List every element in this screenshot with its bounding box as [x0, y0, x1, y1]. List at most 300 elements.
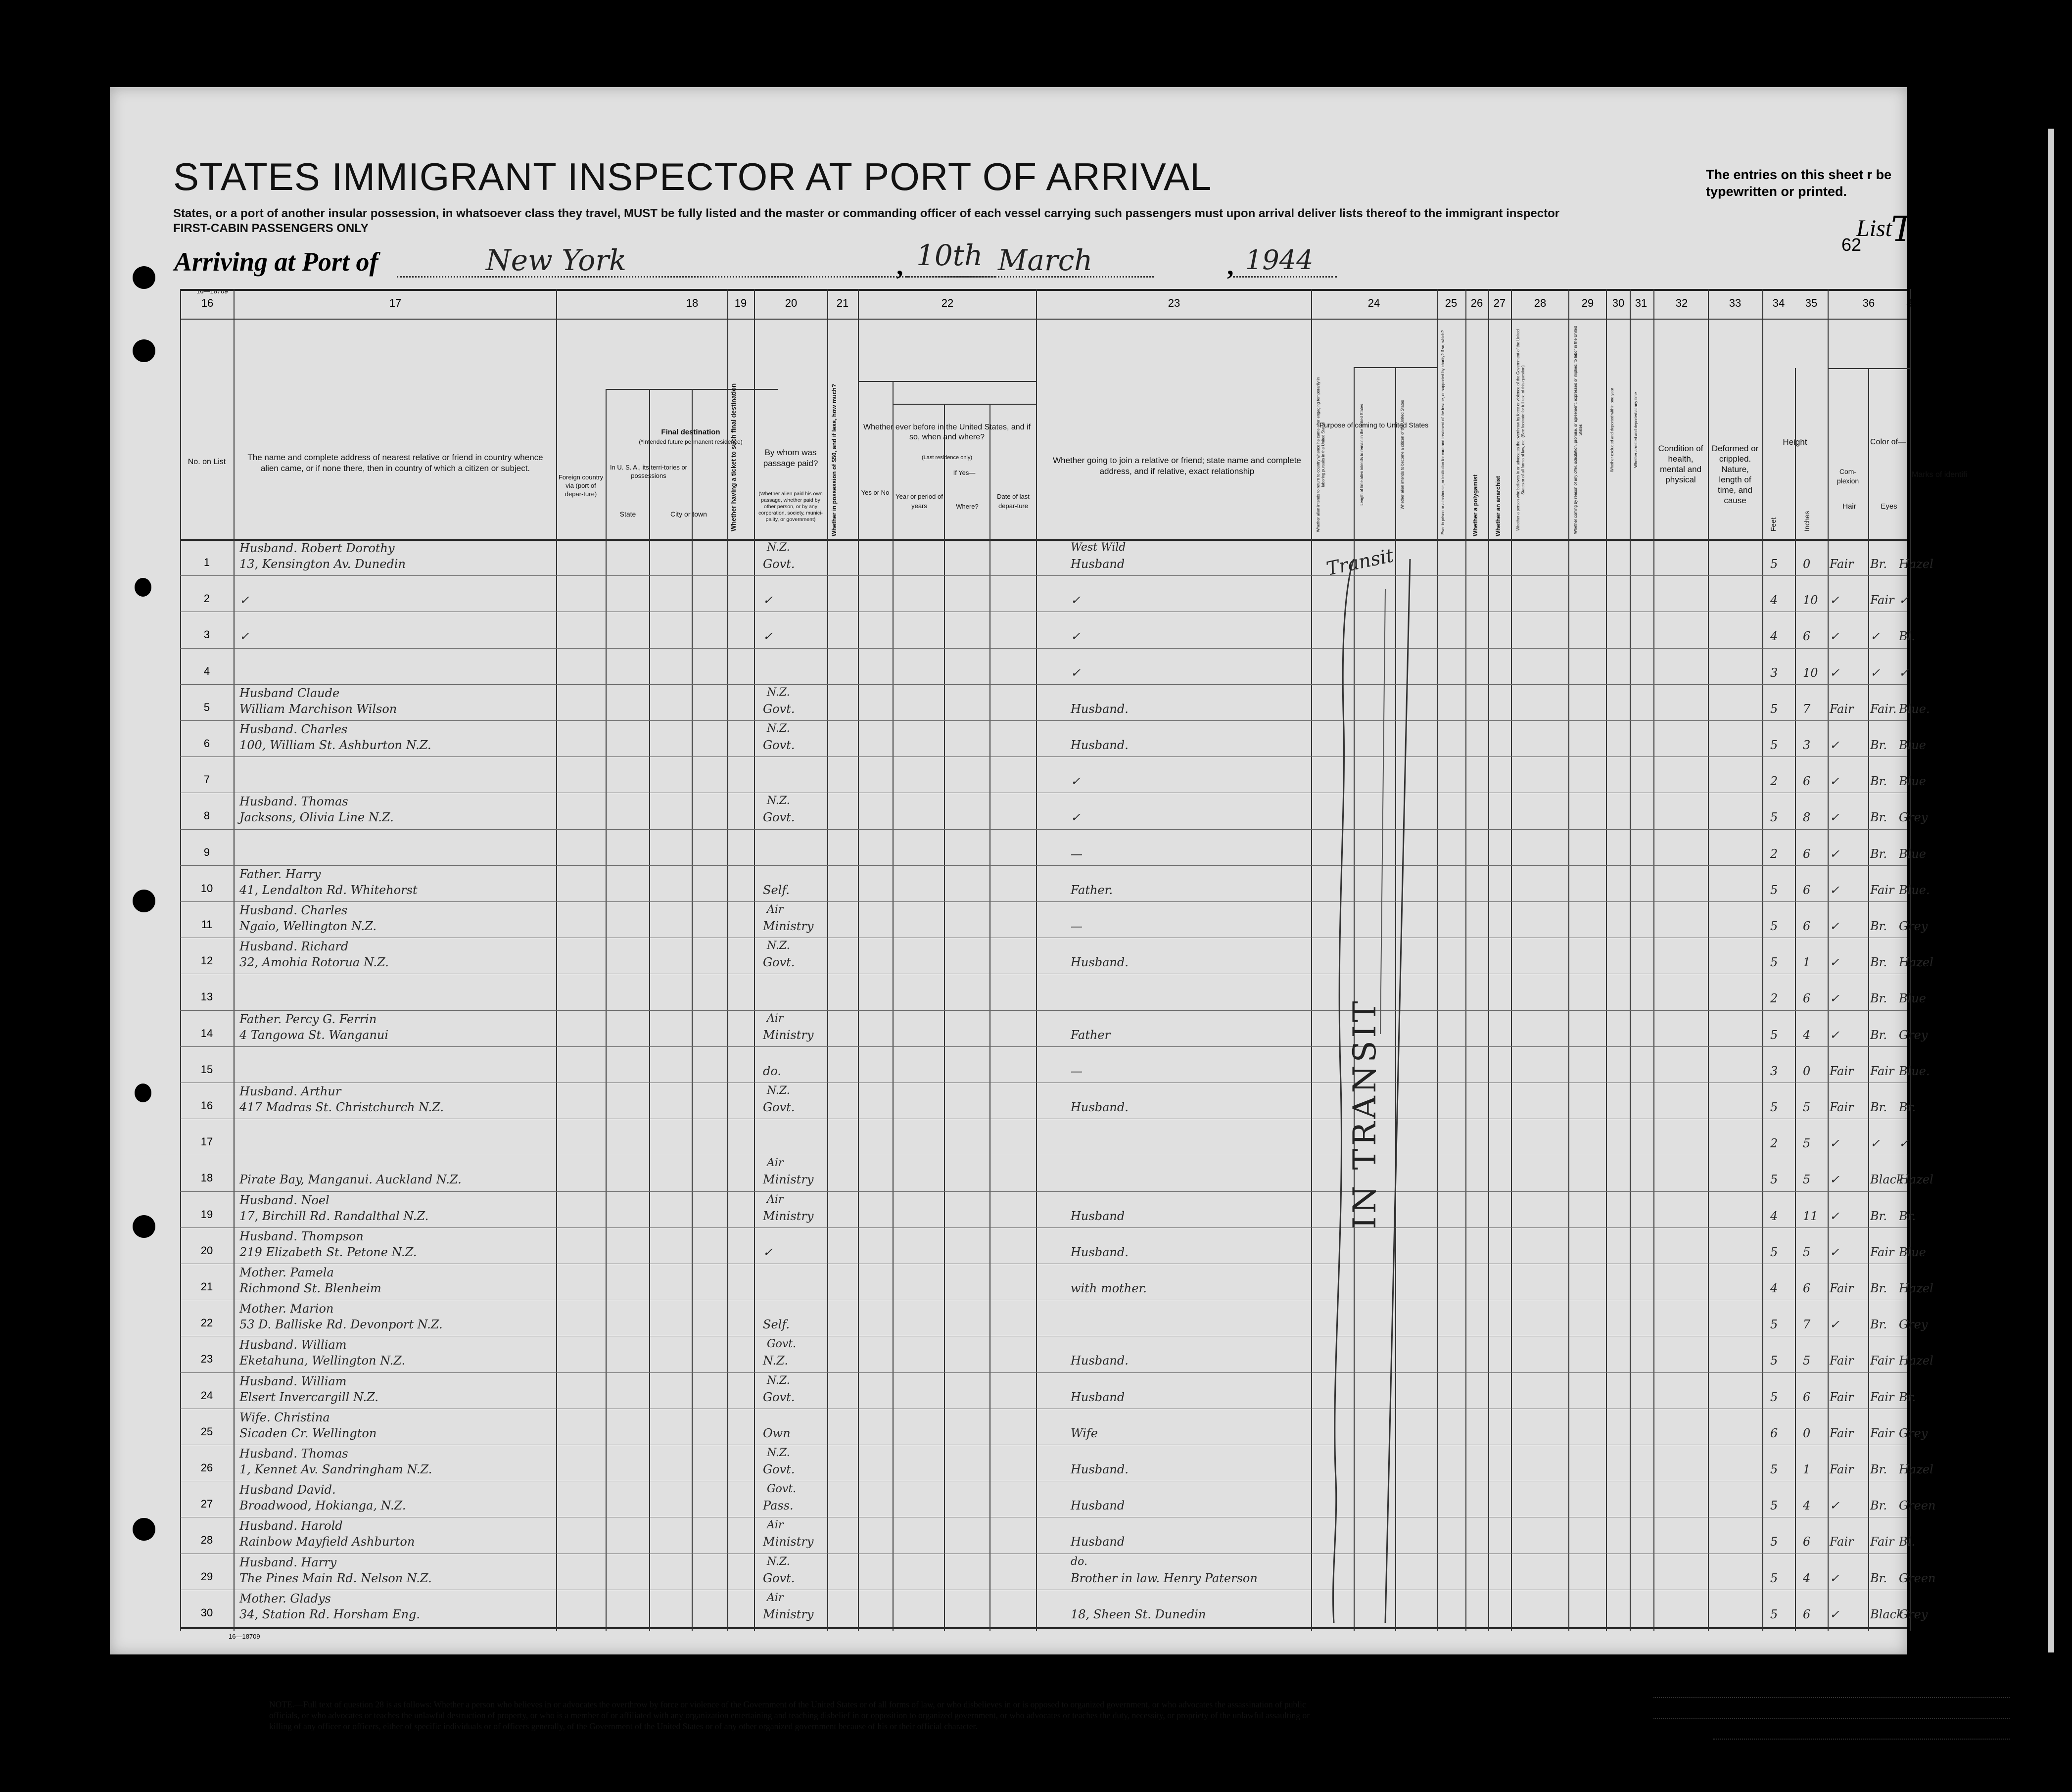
passage-paid-note: Govt. [767, 1338, 797, 1351]
relative-name: Father. Harry [239, 867, 321, 881]
state-header: State [619, 510, 636, 518]
complexion-value: Fair [1830, 557, 1854, 571]
deformed-header: Deformed or crippled. Nature, length of time, and cause [1711, 444, 1759, 505]
column-number: 34 [1772, 297, 1785, 309]
eye-color: Blue. [1899, 1064, 1930, 1078]
col-rule [1868, 368, 1869, 1631]
joining-relative: Husband [1071, 1535, 1125, 1549]
passage-paid-by: Self. [763, 883, 790, 897]
row-number: 6 [203, 737, 210, 750]
no-on-list-header: No. on List [188, 458, 226, 466]
footer-note: NOTE.—Full text of question 28 is as follows: Whether a person who believes in or advocates the overthrow by force or violence of the Government of the United States or of all forms of law, or who disbelieves in or is opposed to organized government, or who advocates the assassination of public officials, or who advocates or teaches the unlawful destruction of property, or who is a member of or affiliated with any organization entertaining and teaching disbelief in or opposition to organized government, or who advocates or teaches the duty, necessity, or propriety of the unlawful assaulting or killing of any officer or officers, either of specific individuals or of officers generally, of the Government of the United States or of any other organized government because of his or their official character. [269, 1699, 1310, 1731]
height-feet: 5 [1770, 1028, 1778, 1042]
comma: , [1227, 251, 1234, 281]
eye-color: Hazel [1899, 1462, 1933, 1476]
hair-color: Br. [1870, 1462, 1887, 1476]
row-number: 5 [203, 701, 210, 713]
passage-paid-note: N.Z. [767, 795, 790, 807]
relative-name: Husband David. [239, 1483, 336, 1497]
height-feet: 5 [1770, 1100, 1778, 1114]
height-feet: 2 [1770, 1136, 1778, 1151]
relative-address: 4 Tangowa St. Wanganui [239, 1028, 389, 1042]
arrival-year: 1944 [1245, 244, 1314, 276]
row-rule [180, 865, 1907, 866]
relative-address: 417 Madras St. Christchurch N.Z. [239, 1100, 444, 1114]
hair-color: Br. [1870, 557, 1887, 571]
complexion-value: ✓ [1830, 1499, 1840, 1513]
relative-address: 1, Kennet Av. Sandringham N.Z. [239, 1462, 432, 1476]
height-inches: 7 [1803, 1318, 1811, 1332]
joining-relative: — [1071, 919, 1083, 933]
height-feet: 5 [1770, 1571, 1778, 1585]
eye-color: ✓ [1899, 593, 1909, 608]
joining-relative: Husband. [1071, 955, 1129, 970]
height-inches: 8 [1803, 810, 1811, 825]
eye-color: Grey [1899, 1426, 1928, 1440]
marks-header: Marks of identifi [1912, 471, 1968, 479]
height-inches: 0 [1803, 557, 1811, 571]
passage-paid-note: Air [767, 1591, 784, 1604]
eye-color: Green [1899, 1499, 1936, 1513]
prior-visit-sub-rule [858, 381, 1036, 382]
col-rule [827, 289, 828, 1631]
complexion-value: ✓ [1830, 919, 1840, 933]
row-number: 15 [200, 1063, 213, 1076]
complexion-value: Fair [1830, 1462, 1854, 1476]
year-line [1233, 276, 1337, 278]
passage-paid-by: Govt. [763, 1390, 795, 1404]
height-inches: 4 [1803, 1571, 1811, 1585]
hair-color: Fair [1870, 1245, 1894, 1259]
complexion-value: Fair [1830, 1390, 1854, 1404]
hair-header: Hair [1842, 502, 1856, 511]
row-number: 25 [200, 1425, 213, 1438]
column-number: 25 [1445, 297, 1458, 309]
eye-color: Blue. [1899, 702, 1930, 716]
row-number: 7 [203, 773, 210, 786]
foreign-country-header: Foreign country via (port of depar-ture) [558, 473, 604, 498]
comma: , [896, 251, 903, 281]
relative-name: Husband. Charles [239, 722, 348, 736]
purpose-b-header: Length of time alien intends to remain in the United States [1360, 404, 1364, 506]
height-feet: 5 [1770, 1245, 1778, 1259]
row-number: 17 [200, 1135, 213, 1148]
col-rule [1762, 289, 1763, 1631]
hair-color: Br. [1870, 955, 1887, 970]
eye-color: Hazel [1899, 1173, 1933, 1187]
complexion-value: ✓ [1830, 1245, 1840, 1259]
hair-color: Fair [1870, 1064, 1894, 1078]
where-header: Where? [956, 503, 979, 510]
passage-paid-by: Govt. [763, 1571, 795, 1585]
hair-color: Br. [1870, 1281, 1887, 1295]
joining-relative: ✓ [1071, 629, 1081, 644]
passage-paid-by: Govt. [763, 702, 795, 716]
eye-color: Blue [1899, 774, 1926, 789]
joining-relative: Husband [1071, 1390, 1125, 1404]
hair-color: Br. [1870, 919, 1887, 933]
complexion-value: Fair [1830, 1535, 1854, 1549]
hair-color: Br. [1870, 810, 1887, 825]
eye-color: Grey [1899, 1318, 1928, 1332]
eye-color: Grey [1899, 810, 1928, 825]
hair-color: Br. [1870, 1499, 1887, 1513]
row-number: 2 [203, 592, 210, 605]
class-note: FIRST-CABIN PASSENGERS ONLY [173, 222, 369, 235]
ticket-header: Whether having a ticket to such final destination [730, 383, 737, 531]
row-number: 30 [200, 1606, 213, 1619]
relative-address: 41, Lendalton Rd. Whitehorst [239, 883, 418, 897]
hair-color: Black [1870, 1173, 1904, 1187]
col-rule [989, 404, 990, 1631]
row-rule [180, 684, 1907, 685]
relative-name: Husband. William [239, 1374, 347, 1388]
line-rule [1653, 1697, 2010, 1698]
relative-address: Pirate Bay, Manganui. Auckland N.Z. [239, 1173, 462, 1187]
row-number: 9 [203, 846, 210, 858]
relative-address: Rainbow Mayfield Ashburton [239, 1535, 415, 1549]
passage-paid-by: ✓ [763, 1245, 773, 1259]
row-rule [180, 1010, 1907, 1011]
if-yes-header: If Yes— [953, 469, 976, 476]
yes-no-header: Yes or No [861, 489, 890, 496]
hair-color: Fair. [1870, 702, 1897, 716]
hair-color: Br. [1870, 738, 1887, 752]
passage-paid-by: Ministry [763, 919, 814, 933]
complexion-value: ✓ [1830, 593, 1840, 608]
height-feet: 5 [1770, 557, 1778, 571]
height-feet: 3 [1770, 1064, 1778, 1078]
eye-color: Blue [1899, 738, 1926, 752]
relative-name: Mother. Marion [239, 1302, 334, 1316]
complexion-value: ✓ [1830, 991, 1840, 1006]
column-number: 29 [1581, 297, 1594, 309]
relative-name: Husband. Thompson [239, 1229, 364, 1243]
eye-color: Blue [1899, 1245, 1926, 1259]
relative-address: William Marchison Wilson [239, 702, 397, 716]
complexion-value: ✓ [1830, 1028, 1840, 1042]
form-number: 16—18709 [196, 287, 228, 295]
height-feet: 6 [1770, 1426, 1778, 1440]
eye-color: Blue [1899, 847, 1926, 861]
list-value: Two [1891, 209, 1964, 249]
complexion-value: ✓ [1830, 738, 1840, 752]
header-bottom-rule [180, 539, 1907, 541]
column-number: 19 [734, 297, 747, 309]
column-number: 26 [1470, 297, 1483, 309]
eye-color: Br. [1899, 1209, 1916, 1223]
height-inches: 6 [1803, 847, 1811, 861]
col-rule [1488, 289, 1489, 1631]
joining-relative: with mother. [1071, 1281, 1147, 1295]
arriving-label: Arriving at Port of [174, 247, 378, 277]
relative-address: Jacksons, Olivia Line N.Z. [239, 810, 394, 825]
height-feet: 5 [1770, 1462, 1778, 1476]
passage-paid-note: N.Z. [767, 1447, 790, 1459]
hair-color: ✓ [1870, 629, 1881, 644]
complexion-value: ✓ [1830, 955, 1840, 970]
nearest-relative-header: The name and complete address of nearest relative or friend in country whence alien came, or if none there, then in country of which a citizen or subject. [247, 453, 543, 473]
height-inches: 7 [1803, 702, 1811, 716]
relative-name: Mother. Pamela [239, 1266, 334, 1279]
column-number: 20 [785, 297, 798, 309]
eye-color: Grey [1899, 1028, 1928, 1042]
col-rule [1606, 289, 1607, 1631]
hair-color: Br. [1870, 1571, 1887, 1585]
passage-paid-by: Govt. [763, 557, 795, 571]
joining-relative: 18, Sheen St. Dunedin [1071, 1607, 1206, 1621]
col-rule [1828, 289, 1829, 1631]
hair-color: Br. [1870, 1318, 1887, 1332]
city-header: City or town [670, 510, 707, 518]
fifty-dollars-header: Whether in possession of $50, and if less, how much? [831, 383, 838, 536]
relative-address: ✓ [239, 629, 250, 644]
passage-paid-note: Air [767, 903, 784, 916]
passage-paid-note: Air [767, 1157, 784, 1170]
height-inches: 1 [1803, 955, 1811, 970]
relative-address: Elsert Invercargill N.Z. [239, 1390, 378, 1404]
height-feet: 5 [1770, 738, 1778, 752]
relative-name: Husband. Richard [239, 940, 349, 954]
hair-color: Br. [1870, 991, 1887, 1006]
binder-hole [133, 266, 155, 289]
inches-header: Inches [1803, 511, 1811, 531]
passage-paid-note: N.Z. [767, 1085, 790, 1097]
row-rule [180, 901, 1907, 902]
height-feet: 5 [1770, 1390, 1778, 1404]
passage-paid-note: N.Z. [767, 686, 790, 699]
eye-color: Br. [1899, 1100, 1916, 1114]
height-feet: 5 [1770, 810, 1778, 825]
joining-relative: Father [1071, 1028, 1111, 1042]
col-rule [1795, 368, 1796, 1631]
row-rule [180, 1191, 1907, 1192]
relative-name: Husband. Thomas [239, 1447, 348, 1461]
column-number: 23 [1168, 297, 1180, 309]
height-inches: 5 [1803, 1173, 1811, 1187]
complexion-value: Fair [1830, 702, 1854, 716]
complexion-value: ✓ [1830, 629, 1840, 644]
column-number: 21 [836, 297, 849, 309]
passage-paid-by: Ministry [763, 1028, 814, 1042]
question-31-header: Whether arrested and deported at any time [1634, 392, 1638, 468]
entries-note: The entries on this sheet r be typewritten or printed. [1706, 167, 1892, 199]
joining-relative: Husband. [1071, 738, 1129, 752]
row-number: 10 [200, 882, 213, 895]
color-of-header: Color of— [1870, 438, 1906, 446]
binder-hole [133, 339, 155, 362]
complexion-value: ✓ [1830, 774, 1840, 789]
relative-address: ✓ [239, 593, 250, 608]
height-inches: 6 [1803, 1607, 1811, 1621]
column-number: 31 [1635, 297, 1648, 309]
relative-address: Richmond St. Blenheim [239, 1281, 381, 1295]
relative-name: Husband. Arthur [239, 1085, 341, 1098]
height-feet: 2 [1770, 991, 1778, 1006]
complexion-value: Fair [1830, 1354, 1854, 1368]
relative-name: Husband. Harold [239, 1519, 343, 1533]
relative-name: Wife. Christina [239, 1410, 330, 1424]
height-header: Height [1783, 437, 1807, 447]
line-label: Line [1596, 1687, 1620, 1700]
row-rule [180, 1046, 1907, 1047]
row-number: 28 [200, 1534, 213, 1547]
relative-address: Broadwood, Hokianga, N.Z. [239, 1499, 406, 1513]
joining-relative: Father. [1071, 883, 1113, 897]
relative-name: Father. Percy G. Ferrin [239, 1012, 377, 1026]
column-number: 22 [941, 297, 954, 309]
hair-color: Br. [1870, 1209, 1887, 1223]
arrival-day: 10th [916, 238, 983, 272]
table-top-rule [180, 289, 1907, 291]
height-inches: 0 [1803, 1426, 1811, 1440]
complexion-value: ✓ [1830, 1173, 1840, 1187]
height-feet: 2 [1770, 774, 1778, 789]
hair-color: Fair [1870, 1426, 1894, 1440]
column-number: 33 [1729, 297, 1742, 309]
relative-name: Husband Claude [239, 686, 340, 700]
joining-relative: Husband. [1071, 1354, 1129, 1368]
passage-paid-by: Own [763, 1426, 791, 1440]
relative-name: Husband. Harry [239, 1555, 337, 1569]
height-feet: 4 [1770, 629, 1778, 644]
passage-paid-by: Ministry [763, 1607, 814, 1621]
binder-hole [135, 578, 151, 597]
height-feet: 5 [1770, 1499, 1778, 1513]
eye-color: Blue [1899, 991, 1926, 1006]
relative-address: 53 D. Balliske Rd. Devonport N.Z. [239, 1318, 443, 1332]
height-feet: 4 [1770, 593, 1778, 608]
eye-color: Blue. [1899, 883, 1930, 897]
row-rule [180, 720, 1907, 721]
relative-name: Husband. Noel [239, 1193, 330, 1207]
complexion-value: Fair [1830, 1100, 1854, 1114]
col-rule [1465, 289, 1466, 1631]
if-yes-rule [893, 404, 1036, 405]
height-inches: 11 [1803, 1209, 1818, 1223]
row-number: 12 [200, 954, 213, 967]
column-number: 35 [1805, 297, 1818, 309]
height-feet: 5 [1770, 702, 1778, 716]
row-number: 14 [200, 1027, 213, 1039]
row-rule [180, 575, 1907, 576]
height-feet: 5 [1770, 955, 1778, 970]
row-rule [180, 829, 1907, 830]
height-feet: 5 [1770, 1354, 1778, 1368]
height-inches: 4 [1803, 1499, 1811, 1513]
complexion-value: ✓ [1830, 883, 1840, 897]
col-rule [1437, 289, 1438, 1631]
relative-name: Husband. Thomas [239, 795, 348, 809]
eye-color: Bl. [1899, 1535, 1915, 1549]
joining-relative: ✓ [1071, 593, 1081, 608]
hair-color: Br. [1870, 1100, 1887, 1114]
height-inches: 6 [1803, 1535, 1811, 1549]
passage-paid-by: Govt. [763, 738, 795, 752]
joining-relative: Husband. [1071, 1100, 1129, 1114]
passage-paid-by: Govt. [763, 1462, 795, 1476]
row-rule [180, 1227, 1907, 1228]
col-rule [754, 289, 755, 1631]
relative-address: 34, Station Rd. Horsham Eng. [239, 1607, 421, 1621]
joining-relative: Husband. [1071, 1245, 1129, 1259]
joining-relative: Husband [1071, 557, 1125, 571]
eye-color: Hazel [1899, 955, 1933, 970]
prison-header: Ever in prison or almshouse, or institution for care and treatment of the insane, or supported by charity? If so, which? [1441, 330, 1445, 535]
eye-color: Green [1899, 1571, 1936, 1585]
anarchist-header: Whether an anarchist [1495, 475, 1502, 536]
complexion-value: Fair [1830, 1064, 1854, 1078]
binder-hole [133, 890, 155, 912]
manifest-table [180, 289, 1968, 1631]
col-rule [180, 289, 181, 1631]
row-number: 26 [200, 1462, 213, 1474]
eye-color: Hazel [1899, 1281, 1933, 1295]
hair-color: Br. [1870, 774, 1887, 789]
complexion-header: Com-plexion [1837, 468, 1859, 485]
height-inches: 1 [1803, 1462, 1811, 1476]
arrival-month: March [998, 243, 1093, 277]
ever-before-subheader: (Last residence only) [921, 455, 973, 461]
height-inches: 0 [1803, 1064, 1811, 1078]
height-inches: 6 [1803, 883, 1811, 897]
joining-note: do. [1071, 1555, 1087, 1568]
eye-color: ✓ [1899, 1136, 1909, 1151]
row-number: 27 [200, 1498, 213, 1510]
complexion-value: Fair [1830, 1426, 1854, 1440]
joining-relative-header: Whether going to join a relative or friend; state name and complete address, and if relative, exact relationship [1053, 456, 1301, 476]
eye-color: Bl. [1899, 629, 1915, 644]
height-feet: 5 [1770, 1607, 1778, 1621]
col-rule [1653, 289, 1654, 1631]
owners-label: Owners [1596, 1708, 1638, 1721]
joining-note: West Wild [1071, 541, 1126, 554]
height-inches: 6 [1803, 991, 1811, 1006]
height-inches: 6 [1803, 1281, 1811, 1295]
height-inches: 5 [1803, 1136, 1811, 1151]
passage-paid-note: N.Z. [767, 1374, 790, 1387]
relative-name: Husband. Charles [239, 903, 348, 917]
hair-color: Br. [1870, 847, 1887, 861]
joining-relative: — [1071, 847, 1083, 861]
final-destination-header: Final destination [661, 428, 720, 436]
eye-color: Br. [1899, 1390, 1916, 1404]
complexion-value: ✓ [1830, 1136, 1840, 1151]
relative-name: Husband. Robert Dorothy [239, 541, 395, 555]
purpose-a-header: Whether alien intends to return to country whence he came after engaging temporarily in laboring pursuits in the United States [1316, 377, 1325, 532]
agents-rule [1713, 1739, 2010, 1740]
joining-relative: ✓ [1071, 665, 1081, 680]
height-inches: 4 [1803, 1028, 1811, 1042]
relative-name: Mother. Gladys [239, 1591, 331, 1605]
row-rule [180, 1372, 1907, 1373]
col-rule [1511, 289, 1512, 1631]
row-number: 24 [200, 1389, 213, 1402]
passage-paid-by: ✓ [763, 629, 773, 644]
relative-address: 32, Amohia Rotorua N.Z. [239, 955, 389, 970]
page-subtitle: States, or a port of another insular possession, in whatsoever class they travel, MUST be fully listed and the master or commanding officer of each vessel carrying such passengers must upon arrival deliver lists thereof to the immigrant inspector [173, 207, 1560, 220]
relative-name: Husband. William [239, 1338, 347, 1352]
column-number: 36 [1862, 297, 1875, 309]
hair-color: Fair [1870, 1390, 1894, 1404]
form-number: 16—18709 [229, 1633, 260, 1640]
last-departure-header: Date of last depar-ture [997, 493, 1030, 510]
passage-paid-by: Govt. [763, 1100, 795, 1114]
hair-color: Fair [1870, 593, 1894, 608]
complexion-value: ✓ [1830, 665, 1840, 680]
row-number: 23 [200, 1353, 213, 1366]
hair-color: ✓ [1870, 665, 1881, 680]
